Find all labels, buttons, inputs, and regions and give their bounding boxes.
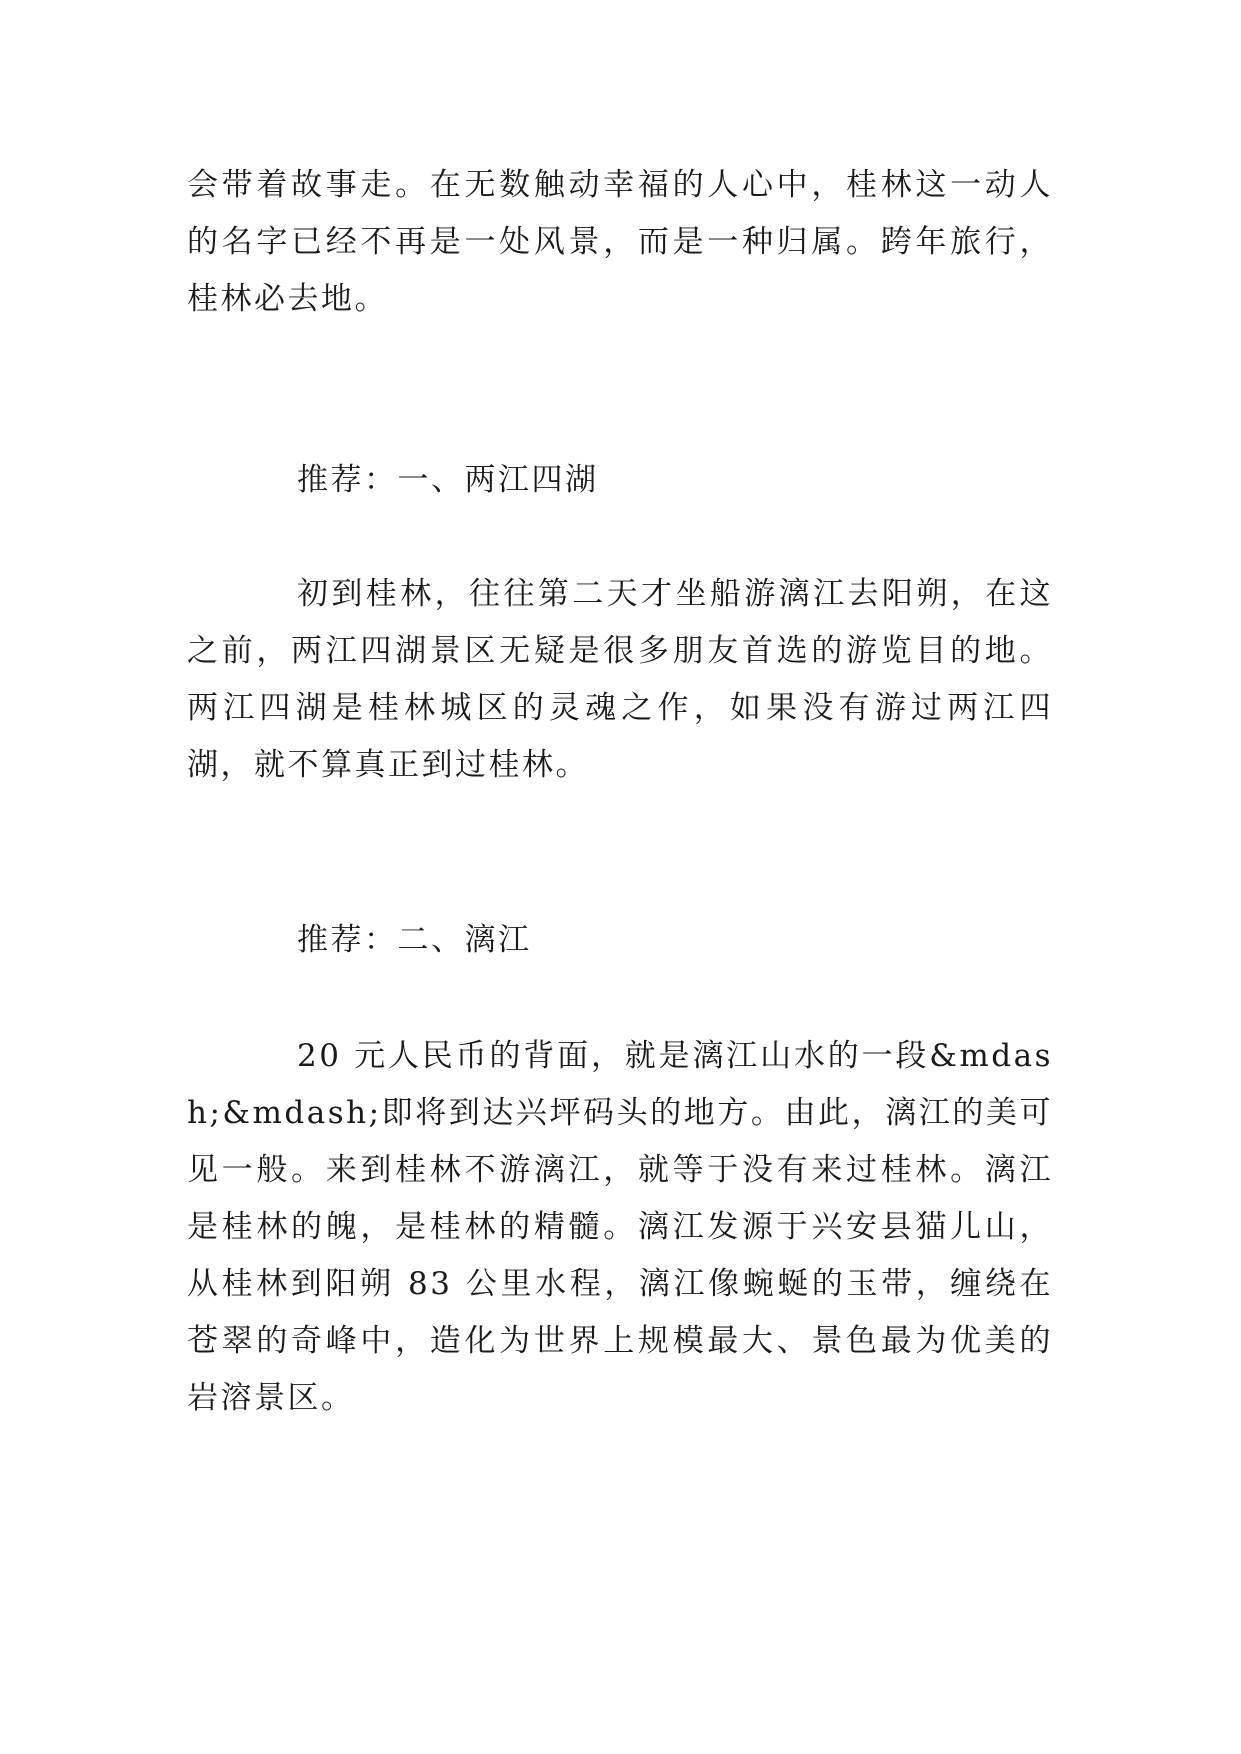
body-paragraph-1: 会带着故事走。在无数触动幸福的人心中，桂林这一动人的名字已经不再是一处风景，而是一种归属。跨年旅行，桂林必去地。 (187, 167, 1053, 317)
section-heading-1: 推荐：一、两江四湖 (297, 462, 599, 498)
section-heading-2: 推荐：二、漓江 (297, 922, 532, 958)
body-paragraph-2: 初到桂林，往往第二天才坐船游漓江去阳朔，在这之前，两江四湖景区无疑是很多朋友首选的游览目的地。两江四湖是桂林城区的灵魂之作，如果没有游过两江四湖，就不算真正到过桂林。 (187, 576, 1053, 783)
body-paragraph-3: 20 元人民币的背面，就是漓江山水的一段&mdash;&mdash;即将到达兴坪码头的地方。由此，漓江的美可见一般。来到桂林不游漓江，就等于没有来过桂林。漓江是桂林的魄，是桂林的精髓。漓江发源于兴安县猫儿山，从桂林到阳朔 83 公里水程，漓江像蜿蜒的玉带，缠绕在苍翠的奇峰中，造化为世界上规模最大、景色最为优美的岩溶景区。 (187, 1038, 1053, 1416)
